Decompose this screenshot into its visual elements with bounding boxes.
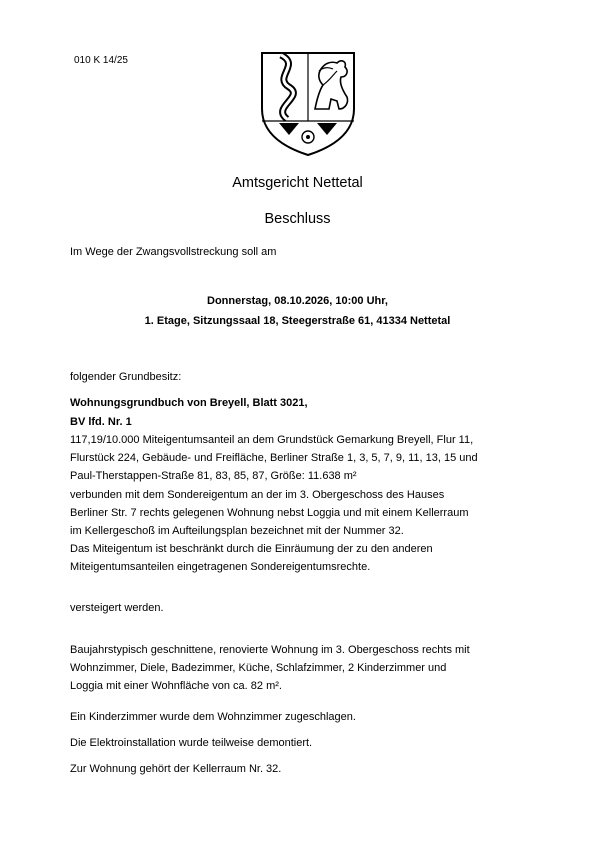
property-line: Berliner Str. 7 rechts gelegenen Wohnung nebst Loggia und mit einem Kellerraum <box>70 506 469 519</box>
auction-text: versteigert werden. <box>70 602 164 614</box>
note-cellar: Zur Wohnung gehört der Kellerraum Nr. 32. <box>70 763 282 775</box>
property-line: verbunden mit dem Sondereigentum an der im 3. Obergeschoss des Hauses <box>70 488 445 501</box>
apartment-description <box>70 641 530 696</box>
property-line: Paul-Therstappen-Straße 81, 83, 85, 87, Größe: 11.638 m² <box>70 470 357 483</box>
description-line: Baujahrstypisch geschnittene, renovierte Wohnung im 3. Obergeschoss rechts mit <box>70 644 470 656</box>
property-line: Miteigentumsanteilen eingetragenen Sondereigentumsrechte. <box>70 561 371 574</box>
property-line: Das Miteigentum ist beschränkt durch die Einräumung der zu den anderen <box>70 543 433 556</box>
court-name: Amtsgericht Nettetal <box>232 175 363 191</box>
property-line: Flurstück 224, Gebäude- und Freifläche, Berliner Straße 1, 3, 5, 7, 9, 11, 13, 15 und <box>70 452 478 465</box>
file-number: 010 K 14/25 <box>74 55 128 66</box>
note-children-room: Ein Kinderzimmer wurde dem Wohnzimmer zugeschlagen. <box>70 711 356 723</box>
description-line: Loggia mit einer Wohnfläche von ca. 82 m². <box>70 680 282 693</box>
document-title: Beschluss <box>264 211 331 227</box>
description-line: Wohnzimmer, Diele, Badezimmer, Küche, Schlafzimmer, 2 Kinderzimmer und <box>70 662 447 675</box>
land-register: Wohnungsgrundbuch von Breyell, Blatt 3021, <box>70 397 308 409</box>
appointment-datetime: Donnerstag, 08.10.2026, 10:00 Uhr, <box>207 295 388 307</box>
property-description <box>70 431 530 577</box>
intro-text: Im Wege der Zwangsvollstreckung soll am <box>70 246 277 258</box>
appointment-location: 1. Etage, Sitzungssaal 18, Steegerstraße 61, 41334 Nettetal <box>144 315 451 327</box>
property-line: im Kellergeschoß im Aufteilungsplan bezeichnet mit der Nummer 32. <box>70 525 404 538</box>
property-intro: folgender Grundbesitz: <box>70 371 182 383</box>
property-line: 117,19/10.000 Miteigentumsanteil an dem Grundstück Gemarkung Breyell, Flur 11, <box>70 434 474 446</box>
coat-of-arms-icon <box>259 51 357 157</box>
bv-number: BV lfd. Nr. 1 <box>70 416 132 428</box>
note-electrics: Die Elektroinstallation wurde teilweise demontiert. <box>70 737 313 749</box>
